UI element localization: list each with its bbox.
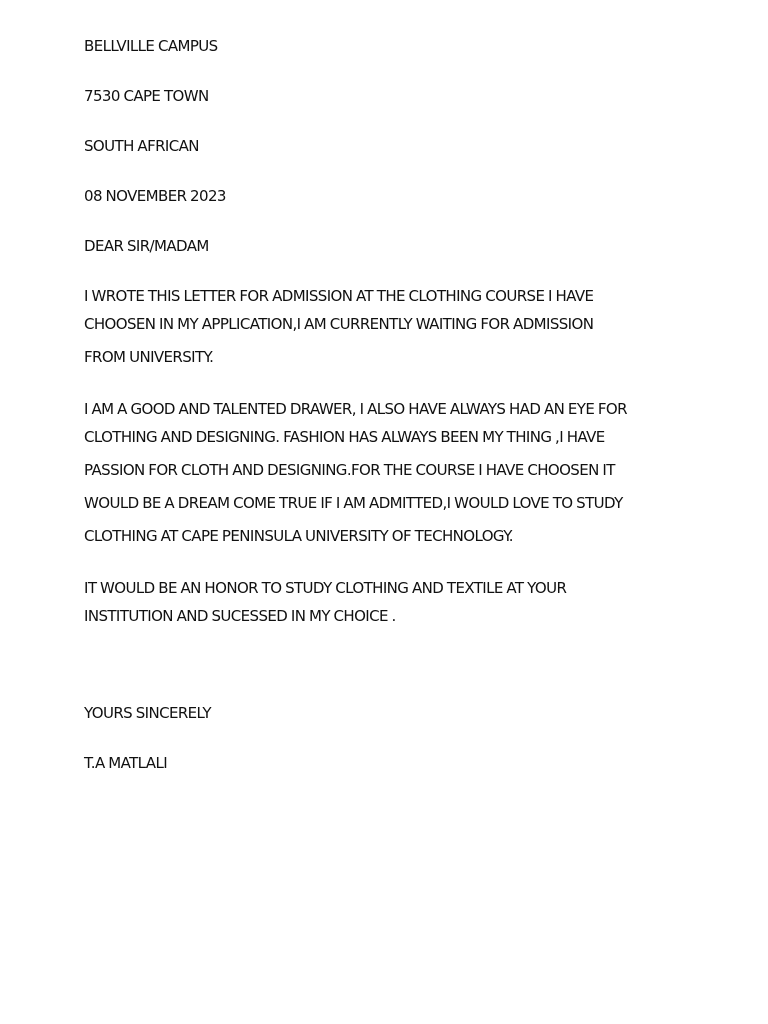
paragraph-line: I AM A GOOD AND TALENTED DRAWER, I ALSO HAVE ALWAYS HAD AN EYE FOR — [84, 400, 627, 418]
address-line-city: 7530 CAPE TOWN — [84, 87, 209, 105]
letter-date: 08 NOVEMBER 2023 — [84, 187, 226, 205]
paragraph-line: FROM UNIVERSITY. — [84, 348, 214, 366]
paragraph-talent — [84, 397, 714, 553]
paragraph-line: CLOTHING AT CAPE PENINSULA UNIVERSITY OF TECHNOLOGY. — [84, 527, 513, 545]
paragraph-line: PASSION FOR CLOTH AND DESIGNING.FOR THE COURSE I HAVE CHOOSEN IT — [84, 461, 615, 479]
letter-body — [84, 36, 714, 773]
address-line-country: SOUTH AFRICAN — [84, 137, 199, 155]
paragraph-line: CLOTHING AND DESIGNING. FASHION HAS ALWAYS BEEN MY THING ,I HAVE — [84, 428, 605, 446]
address-line-campus: BELLVILLE CAMPUS — [84, 37, 218, 55]
closing: YOURS SINCERELY — [84, 704, 211, 722]
signature-name: T.A MATLALI — [84, 754, 168, 772]
paragraph-line: I WROTE THIS LETTER FOR ADMISSION AT THE CLOTHING COURSE I HAVE — [84, 287, 594, 305]
paragraph-admission — [84, 284, 714, 374]
salutation: DEAR SIR/MADAM — [84, 237, 209, 255]
paragraph-honor — [84, 576, 714, 633]
paragraph-line: WOULD BE A DREAM COME TRUE IF I AM ADMITTED,I WOULD LOVE TO STUDY — [84, 494, 623, 512]
paragraph-line: CHOOSEN IN MY APPLICATION,I AM CURRENTLY WAITING FOR ADMISSION — [84, 315, 594, 333]
paragraph-line: IT WOULD BE AN HONOR TO STUDY CLOTHING AND TEXTILE AT YOUR — [84, 579, 567, 597]
paragraph-line: INSTITUTION AND SUCESSED IN MY CHOICE . — [84, 607, 396, 625]
